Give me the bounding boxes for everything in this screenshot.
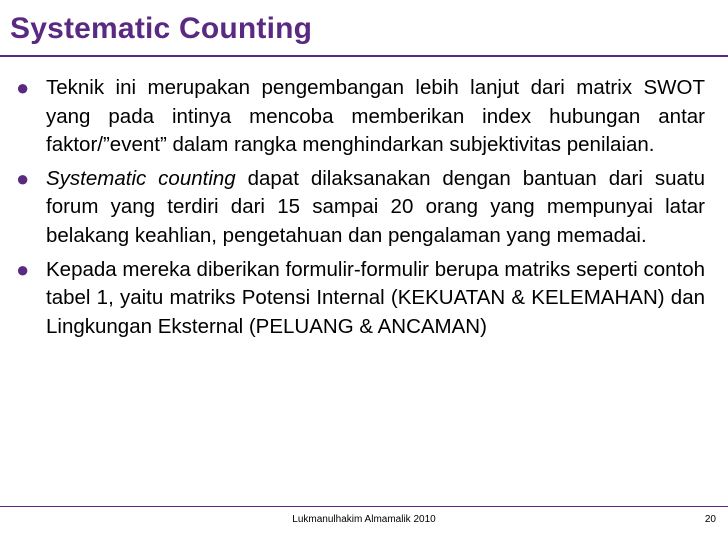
- bullet-item: [0, 256, 728, 342]
- bullet-item: [0, 165, 728, 251]
- bullet-text: [46, 74, 705, 160]
- title-divider: [0, 55, 728, 57]
- page-number: 20: [704, 514, 716, 525]
- bullet-dot-icon: ●: [16, 256, 30, 282]
- bullet-item: [0, 74, 728, 160]
- footer-author: Lukmanulhakim Almamalik 2010: [292, 514, 436, 525]
- bullet-text: [46, 165, 705, 251]
- bullet-body: Teknik ini merupakan pengembangan lebih lanjut dari matrix SWOT yang pada intinya mencoba memberikan index hubungan antar faktor/”event” dalam rangka menghindarkan subjektivitas penilaian.: [46, 76, 705, 157]
- bullet-list: [0, 74, 728, 346]
- footer-divider: [0, 506, 728, 507]
- slide-title: Systematic Counting: [10, 12, 313, 45]
- bullet-body: dapat dilaksanakan dengan bantuan dari suatu forum yang terdiri dari 15 sampai 20 orang yang mempunyai latar belakang keahlian, pengetahuan dan pengalaman yang memadai.: [46, 166, 706, 247]
- bullet-dot-icon: ●: [16, 165, 30, 191]
- bullet-dot-icon: ●: [16, 75, 30, 100]
- bullet-text: [46, 256, 705, 342]
- bullet-body: Kepada mereka diberikan formulir-formulir berupa matriks seperti contoh tabel 1, yaitu matriks Potensi Internal (KEKUATAN & KELEMAHAN) dan Lingkungan Eksternal (PELUANG & ANCAMAN): [46, 257, 705, 338]
- bullet-lead: Systematic counting: [46, 166, 236, 190]
